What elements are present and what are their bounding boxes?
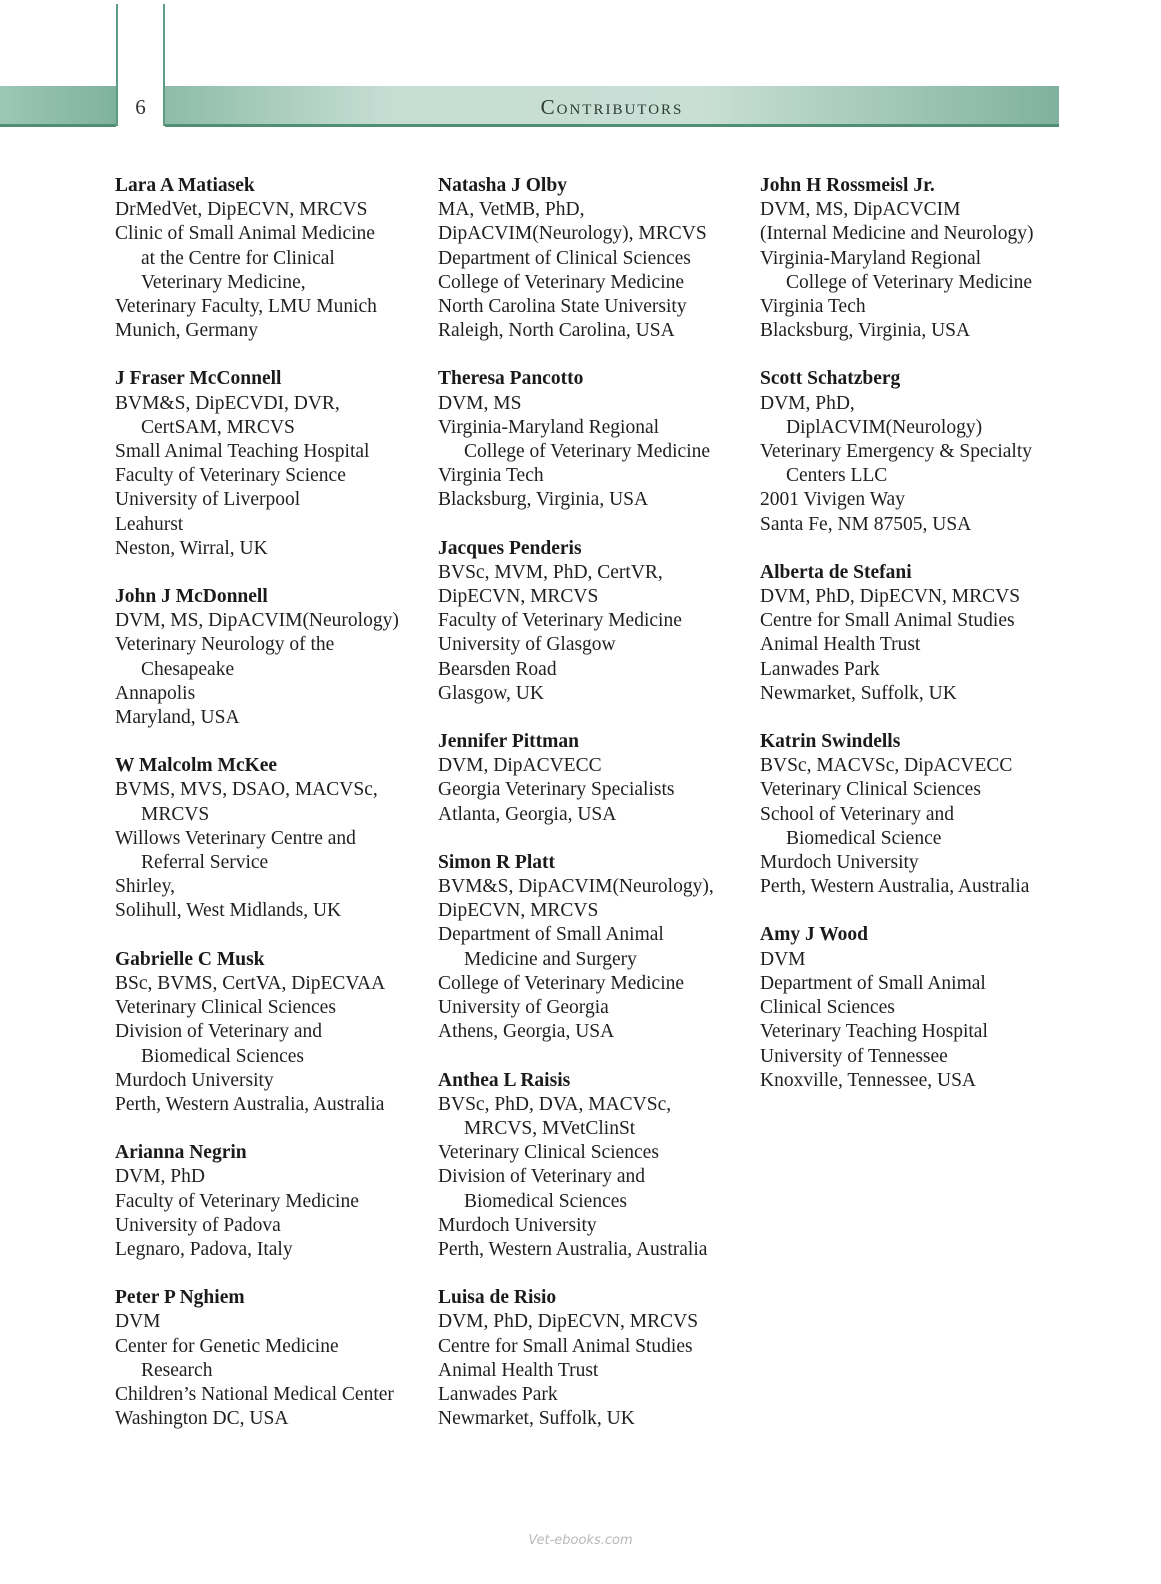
contributor-detail-line: Atlanta, Georgia, USA [438,803,617,825]
contributor-detail-line: School of Veterinary and [760,803,955,825]
contributor-name: Simon R Platt [438,851,555,873]
contributor-detail-line: Children’s National Medical Center [115,1383,394,1405]
contributor-detail-line: College of Veterinary Medicine [786,271,1033,293]
contributors-column-3 [760,174,1080,1117]
contributors-column-1 [115,174,435,1455]
contributor-detail-line: Division of Veterinary and [438,1166,646,1188]
contributor-detail-line: Veterinary Emergency & Specialty [760,441,1033,463]
contributor-detail-line: DVM, PhD, DipECVN, MRCVS [438,1311,699,1333]
contributor-detail-line: North Carolina State University [438,296,687,318]
contributor-detail-line: Centers LLC [786,465,888,487]
contributor-detail-line: BVMS, MVS, DSAO, MACVSc, [115,779,378,801]
contributor-detail-line: University of Georgia [438,997,609,1019]
contributor-detail-line: University of Padova [115,1214,281,1236]
contributor-detail-line: DVM, DipACVECC [438,755,602,777]
contributor-detail-line: Shirley, [115,876,175,898]
contributor-entry [438,367,758,512]
contributor-detail-line: Animal Health Trust [760,634,921,656]
contributor-entry [438,537,758,706]
contributor-detail-line: Centre for Small Animal Studies [760,610,1015,632]
contributor-name: Natasha J Olby [438,175,567,196]
contributor-detail-line: Virginia-Maryland Regional [438,416,660,438]
contributor-entry [760,174,1080,343]
contributor-name: John J McDonnell [115,586,268,608]
contributor-detail-line: Veterinary Clinical Sciences [760,779,981,801]
contributor-detail-line: Glasgow, UK [438,682,544,704]
contributor-entry [115,585,435,730]
contributor-detail-line: Blacksburg, Virginia, USA [760,320,971,342]
contributor-detail-line: CertSAM, MRCVS [141,416,295,438]
contributor-detail-line: Murdoch University [438,1214,597,1236]
contributor-detail-line: MA, VetMB, PhD, [438,199,585,221]
contributor-name: Anthea L Raisis [438,1069,571,1091]
contributor-name: Theresa Pancotto [438,368,584,390]
contributor-detail-line: Veterinary Teaching Hospital [760,1021,988,1043]
contributor-detail-line: DVM, PhD, [760,392,855,414]
contributor-detail-line: Clinical Sciences [760,997,895,1019]
contributor-detail-line: DVM [760,948,806,970]
contributor-detail-line: Neston, Wirral, UK [115,537,268,559]
contributor-detail-line: Referral Service [141,852,269,874]
contributor-detail-line: Centre for Small Animal Studies [438,1335,693,1357]
contributor-detail-line: Animal Health Trust [438,1359,599,1381]
contributor-detail-line: Athens, Georgia, USA [438,1021,615,1043]
contributor-name: J Fraser McConnell [115,368,282,390]
contributor-name: Jacques Penderis [438,537,582,559]
contributor-detail-line: Georgia Veterinary Specialists [438,779,675,801]
contributor-detail-line: Center for Genetic Medicine [115,1335,339,1357]
contributor-detail-line: Solihull, West Midlands, UK [115,900,342,922]
contributor-name: Katrin Swindells [760,731,901,753]
contributor-name: W Malcolm McKee [115,755,278,777]
contributor-detail-line: Department of Small Animal [438,924,664,946]
contributor-detail-line: University of Liverpool [115,489,301,511]
header-band-left [0,86,116,127]
contributor-detail-line: Newmarket, Suffolk, UK [760,682,957,704]
contributor-detail-line: BVM&S, DipACVIM(Neurology), [438,876,714,898]
contributor-entry [438,174,758,343]
contributor-detail-line: Newmarket, Suffolk, UK [438,1408,635,1430]
contributor-detail-line: College of Veterinary Medicine [464,441,711,463]
contributor-entry [760,730,1080,899]
contributor-detail-line: Small Animal Teaching Hospital [115,441,370,463]
contributor-detail-line: BSc, BVMS, CertVA, DipECVAA [115,972,386,994]
contributor-detail-line: Leahurst [115,513,184,535]
contributor-detail-line: BVSc, MACVSc, DipACVECC [760,755,1013,777]
contributor-detail-line: Perth, Western Australia, Australia [438,1238,708,1260]
contributor-detail-line: Biomedical Sciences [141,1045,304,1067]
contributor-detail-line: Bearsden Road [438,658,557,680]
contributor-detail-line: Virginia Tech [438,465,544,487]
contributor-name: Jennifer Pittman [438,731,579,753]
contributor-detail-line: Veterinary Neurology of the [115,634,335,656]
contributor-detail-line: Faculty of Veterinary Science [115,465,346,487]
contributor-detail-line: Veterinary Clinical Sciences [115,997,336,1019]
contributor-detail-line: Biomedical Sciences [464,1190,627,1212]
contributor-name: Alberta de Stefani [760,561,912,583]
contributor-detail-line: Legnaro, Padova, Italy [115,1238,293,1260]
contributor-detail-line: BVSc, PhD, DVA, MACVSc, [438,1093,672,1115]
contributor-detail-line: BVM&S, DipECVDI, DVR, [115,392,340,414]
contributor-detail-line: Clinic of Small Animal Medicine [115,223,375,245]
contributor-detail-line: Murdoch University [115,1069,274,1091]
contributor-entry [438,1069,758,1263]
contributor-detail-line: Veterinary Medicine, [141,271,306,293]
contributor-entry [115,1286,435,1431]
contributor-detail-line: DVM, MS, DipACVIM(Neurology) [115,610,399,632]
contributor-detail-line: Perth, Western Australia, Australia [115,1093,385,1115]
page-number: 6 [135,95,146,119]
contributor-name: Gabrielle C Musk [115,948,265,970]
contributor-detail-line: Santa Fe, NM 87505, USA [760,513,972,535]
contributor-detail-line: DipACVIM(Neurology), MRCVS [438,223,707,245]
contributor-entry [115,174,435,343]
contributor-name: John H Rossmeisl Jr. [760,175,935,196]
contributor-detail-line: DVM, PhD [115,1166,205,1188]
contributor-entry [115,367,435,561]
contributor-detail-line: DVM [115,1311,161,1333]
contributor-detail-line: MRCVS, MVetClinSt [464,1117,636,1139]
contributor-detail-line: Lanwades Park [438,1383,558,1405]
contributor-detail-line: Research [141,1359,213,1381]
contributor-detail-line: Maryland, USA [115,707,240,729]
contributor-detail-line: Chesapeake [141,658,235,680]
contributor-detail-line: College of Veterinary Medicine [438,972,685,994]
contributor-entry [438,730,758,827]
contributor-entry [760,561,1080,706]
contributor-detail-line: Biomedical Science [786,827,942,849]
contributor-entry [760,367,1080,536]
contributor-entry [438,1286,758,1431]
contributor-detail-line: University of Tennessee [760,1045,948,1067]
contributor-detail-line: Munich, Germany [115,320,258,342]
contributor-detail-line: Faculty of Veterinary Medicine [115,1190,359,1212]
contributors-column-2 [438,174,758,1455]
contributor-detail-line: Annapolis [115,682,196,704]
contributor-name: Arianna Negrin [115,1142,247,1164]
contributor-detail-line: Raleigh, North Carolina, USA [438,320,675,342]
watermark: Vet-ebooks.com [528,1533,633,1548]
contributor-detail-line: Knoxville, Tennessee, USA [760,1069,976,1091]
contributor-detail-line: Faculty of Veterinary Medicine [438,610,682,632]
contributor-entry [760,923,1080,1092]
contributor-entry [115,1141,435,1262]
contributor-entry [115,948,435,1117]
contributor-detail-line: Willows Veterinary Centre and [115,827,356,849]
contributor-detail-line: Medicine and Surgery [464,948,637,970]
contributor-detail-line: College of Veterinary Medicine [438,271,685,293]
contributor-detail-line: Veterinary Clinical Sciences [438,1142,659,1164]
contributor-detail-line: DipECVN, MRCVS [438,900,599,922]
contributor-name: Amy J Wood [760,924,868,946]
contributor-detail-line: Blacksburg, Virginia, USA [438,489,649,511]
contributor-detail-line: Perth, Western Australia, Australia [760,876,1030,898]
contributor-name: Peter P Nghiem [115,1287,245,1309]
contributor-detail-line: (Internal Medicine and Neurology) [760,223,1034,245]
contributor-detail-line: DVM, MS [438,392,522,414]
contributor-detail-line: DVM, MS, DipACVCIM [760,199,961,221]
contributor-name: Scott Schatzberg [760,368,901,390]
contributor-detail-line: Division of Veterinary and [115,1021,323,1043]
contributor-entry [115,754,435,923]
contributor-detail-line: at the Centre for Clinical [141,247,335,269]
contributor-name: Lara A Matiasek [115,175,255,196]
contributor-detail-line: University of Glasgow [438,634,616,656]
contributor-detail-line: 2001 Vivigen Way [760,489,905,511]
contributor-name: Luisa de Risio [438,1287,557,1309]
contributor-entry [438,851,758,1045]
contributor-detail-line: Department of Clinical Sciences [438,247,691,269]
contributor-detail-line: DiplACVIM(Neurology) [786,416,983,438]
contributor-detail-line: DrMedVet, DipECVN, MRCVS [115,199,368,221]
contributor-detail-line: Virginia Tech [760,296,866,318]
contributor-detail-line: BVSc, MVM, PhD, CertVR, [438,561,663,583]
contributor-detail-line: Murdoch University [760,852,919,874]
contributor-detail-line: Lanwades Park [760,658,880,680]
contributor-detail-line: Virginia-Maryland Regional [760,247,982,269]
contributor-detail-line: MRCVS [141,803,210,825]
contributor-detail-line: Veterinary Faculty, LMU Munich [115,296,377,318]
contributor-detail-line: Department of Small Animal [760,972,986,994]
contributor-detail-line: Washington DC, USA [115,1408,289,1430]
running-title: Contributors [540,95,684,119]
contributor-detail-line: DipECVN, MRCVS [438,586,599,608]
contributor-detail-line: DVM, PhD, DipECVN, MRCVS [760,586,1021,608]
